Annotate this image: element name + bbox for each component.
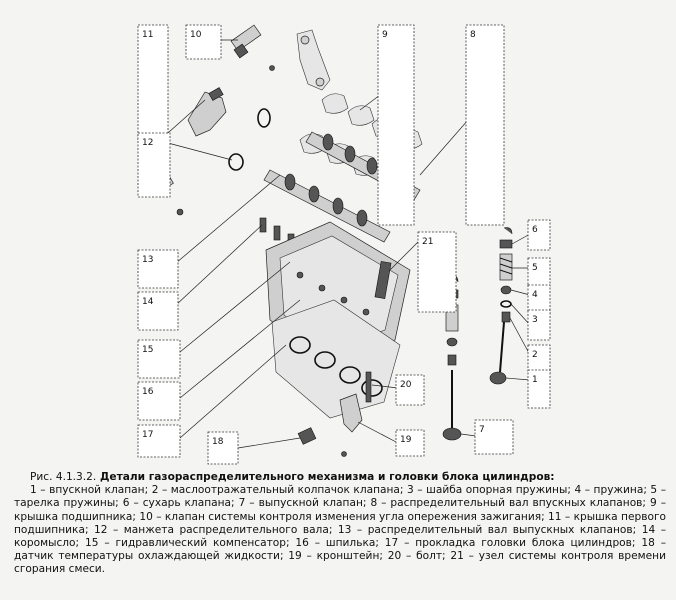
callout-leader-line — [506, 378, 530, 380]
callout-number: 14 — [142, 297, 154, 307]
callout-leader-line — [510, 318, 530, 355]
callout-leader-line — [176, 225, 262, 305]
callout-number: 18 — [212, 437, 224, 447]
callout-number: 10 — [190, 30, 202, 40]
caption-prefix: Рис. 4.1.3.2. — [30, 471, 97, 483]
callout-number: 17 — [142, 430, 154, 440]
figure-caption — [14, 471, 666, 596]
callout-leader-line — [180, 345, 286, 438]
callout-6 — [512, 220, 550, 250]
caption-body: 1 – впускной клапан; 2 – маслоотражательный колпачок клапана; 3 – шайба опорная пружины; 4 – пружина; 5 – тарелка пружины; 6 – сухарь клапана; 7 – выпускной клапан; 8 – распределительный вал впускных клапанов; 9 – крышка подшипника; 10 – клапан системы контроля изменения угла опережения зажигания; 11 – крышка первого подшипника; 12 – манжета распределительного вала; 13 – распределительный вал выпускных клапанов; 14 – коромысло; 15 – гидравлический компенсатор; 16 – шпилька; 17 – прокладка головки блока цилиндров; 18 – датчик температуры охлаждающей жидкости; 19 – кронштейн; 20 – болт; 21 – узел системы контроля времени сгорания смеси. — [14, 484, 666, 576]
callout-number: 2 — [532, 350, 538, 360]
callout-leader-line — [390, 240, 420, 270]
callout-1 — [506, 370, 550, 408]
callout-box — [466, 25, 504, 225]
callout-leader-line — [420, 120, 468, 175]
parts-illustration — [147, 25, 512, 456]
callout-number: 11 — [142, 30, 154, 40]
callout-leader-line — [238, 438, 300, 448]
callout-number: 12 — [142, 138, 154, 148]
callout-leader-line — [511, 304, 530, 325]
callout-number: 15 — [142, 345, 154, 355]
callout-10 — [186, 25, 238, 59]
callout-number: 20 — [400, 380, 412, 390]
caption-title: Детали газораспределительного механизма и головки блока цилиндров: — [96, 471, 555, 483]
callout-number: 6 — [532, 225, 538, 235]
bearing-cap-11-part — [188, 88, 226, 136]
callout-leader-line — [358, 422, 398, 443]
bolt-part — [366, 372, 371, 402]
callout-8 — [420, 25, 504, 225]
coolant-sensor-part — [298, 428, 346, 457]
callout-box — [378, 25, 414, 225]
callout-number: 19 — [400, 435, 412, 445]
callout-leader-line — [511, 290, 530, 295]
callout-number: 13 — [142, 255, 154, 265]
callout-4 — [511, 285, 550, 313]
valve-assembly-part — [490, 228, 512, 384]
solenoid-valve-part — [231, 25, 274, 70]
callout-leader-line — [168, 143, 232, 160]
callout-number: 3 — [532, 315, 538, 325]
callout-number: 5 — [532, 263, 538, 273]
o-ring-part — [258, 109, 270, 127]
caption-title-line — [14, 471, 666, 484]
callout-box — [138, 25, 168, 140]
camshaft-seal-part — [229, 154, 243, 170]
callout-leader-line — [461, 434, 476, 436]
callout-18 — [208, 432, 300, 464]
callout-number: 1 — [532, 375, 538, 385]
first-bearing-bracket-part — [297, 30, 330, 90]
callout-number: 4 — [532, 290, 538, 300]
callout-number: 7 — [479, 425, 485, 435]
callout-12 — [138, 133, 232, 197]
callout-9 — [360, 25, 414, 225]
callout-number: 16 — [142, 387, 154, 397]
callout-number: 21 — [422, 237, 434, 247]
callout-7 — [461, 420, 513, 454]
callout-5 — [512, 258, 550, 286]
callout-number: 9 — [382, 30, 388, 40]
callout-leader-line — [512, 234, 530, 244]
callout-19 — [358, 422, 424, 456]
callout-number: 8 — [470, 30, 476, 40]
